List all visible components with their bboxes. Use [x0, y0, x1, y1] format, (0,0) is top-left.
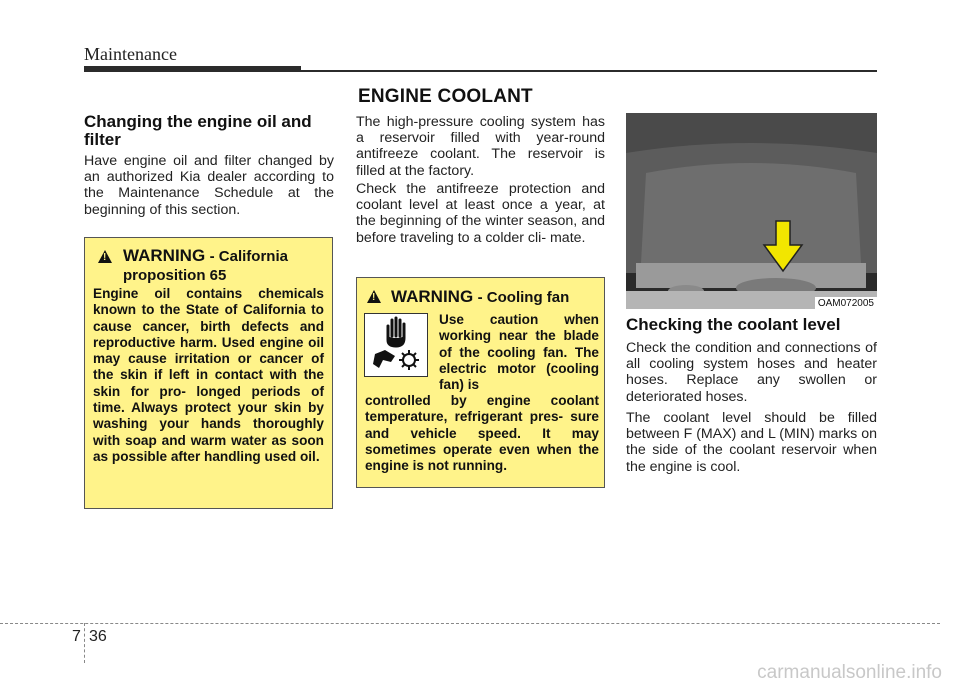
footer-rule — [0, 623, 940, 624]
warning-label: WARNING — [123, 246, 206, 265]
warning-text-california: Engine oil contains chemicals known to the State of California to cause cancer, birth defects and reproductive harm. Used engine oil may cause irritation or cancer of the skin if left in contact with the skin for pro- longed periods of time. Always protect your skin by washing your hands thoroughly with soap and warm water as soon as possible after handling used oil. — [93, 286, 324, 464]
coolant-hoses-paragraph: Check the condition and connections of all cooling system hoses and heater hoses. Replace any swollen or deteriorated hoses. — [626, 340, 877, 405]
coolant-level-heading: Checking the coolant level — [626, 315, 841, 334]
coolant-check-paragraph: Check the antifreeze protection and coolant level at least once a year, at the beginning of the winter season, and before traveling to a colder cli- mate. — [356, 181, 605, 246]
coolant-intro-paragraph: The high-pressure cooling system has a reservoir filled with year-round antifreeze coolant. The reservoir is filled at the factory. — [356, 114, 605, 179]
warning-subject: - Cooling fan — [477, 289, 570, 306]
warning-subject-1: - California — [209, 248, 288, 265]
warning-triangle-icon — [367, 290, 381, 303]
footer-page-number: 36 — [89, 628, 107, 645]
oil-change-paragraph: Have engine oil and filter changed by an authorized Kia dealer according to the Maintenance Schedule at the beginning of this section. — [84, 153, 334, 218]
warning-box-cooling-fan — [356, 277, 605, 488]
warning-subject-2: proposition 65 — [123, 267, 227, 284]
warning-triangle-icon — [98, 250, 112, 263]
footer-divider — [84, 623, 85, 663]
engine-bay-photo — [626, 113, 877, 309]
warning-title-california — [123, 246, 328, 285]
image-caption: OAM072005 — [815, 297, 877, 310]
header-rule-thin — [301, 70, 877, 72]
header-rule-thick — [84, 66, 301, 72]
warning-label: WARNING — [391, 287, 474, 306]
warning-text-cooling-fan-full: controlled by engine coolant temperature, refrigerant pres- sure and vehicle speed. It may sometimes operate even when the engine is not running. — [365, 393, 599, 474]
footer-section-number: 7 — [72, 628, 81, 645]
hand-fan-warning-icon — [364, 313, 428, 377]
warning-text-cooling-fan-side: Use caution when working near the blade of the cooling fan. The electric motor (cooling fan) is — [439, 312, 599, 393]
warning-box-california — [84, 237, 333, 509]
warning-title-cooling-fan — [391, 287, 601, 307]
section-title: ENGINE COOLANT — [358, 86, 533, 107]
header-title: Maintenance — [84, 44, 177, 64]
oil-change-heading: Changing the engine oil and filter — [84, 112, 312, 149]
watermark: carmanualsonline.info — [757, 662, 942, 683]
coolant-level-paragraph: The coolant level should be filled between F (MAX) and L (MIN) marks on the side of the coolant reservoir when the engine is cool. — [626, 410, 877, 475]
